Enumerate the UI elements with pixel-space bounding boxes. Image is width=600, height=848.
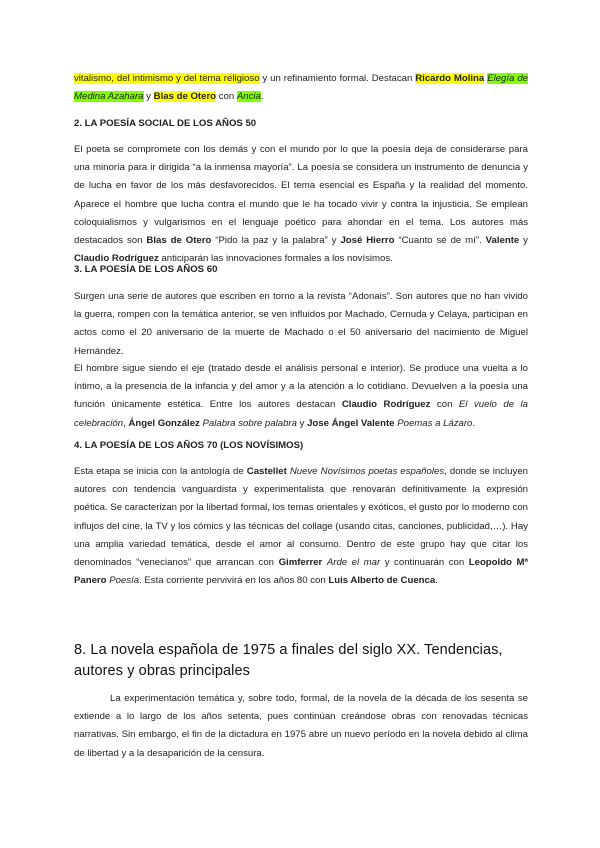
body-text: anticiparán las innovaciones formales a los novísimos. [158, 253, 393, 265]
chapter-heading-8: 8. La novela española de 1975 a finales del siglo XX. Tendencias, autores y obras principales [74, 642, 503, 679]
intro-paragraph [74, 70, 528, 106]
body-text: , [123, 417, 129, 429]
author-name: Gimferrer [278, 557, 323, 569]
body-text: , donde se incluyen autores con tendencia vanguardista y experimentalista que renovarán definitivamente la expresión poética. Se caracterizan por la libertad formal, los temas orientales y exóticos, el gusto por lo moderno con influjos del cine, la TV y los cómics y las técnicas del collage (usando citas, canciones, publicidad,…). Hay una amplia variedad temática, desde el amor al consumo. Dentro de este grupo hay que citar los denominados “venecianos” que arrancan con [74, 466, 528, 569]
body-text: con [430, 399, 459, 411]
work-title: Arde el mar [326, 557, 381, 569]
section-3-paragraph-1: Surgen una serie de autores que escriben en torno a la revista “Adonais”. Son autores que no han vivido la guerra, rompen con la temática anterior, se ven influidos por Machado, Cernuda y Celaya, participan en actos como el 20 aniversario de la muerte de Machado o el 50 aniversario del nacimiento de Miguel Hernández. [74, 291, 528, 357]
body-text: El hombre sigue siendo el eje (tratado desde el análisis personal e interior). Se produce una vuelta a lo íntimo, a la presencia de la infancia y del amor y a la atención a lo cotidiano. Devuelven a la poesía una función únicamente estética. Entre los autores destacan [74, 363, 528, 411]
author-name: Valente [485, 235, 520, 247]
author-name: Claudio Rodríguez [74, 253, 159, 265]
intro-text: con [216, 91, 237, 103]
intro-text: . [260, 91, 264, 103]
work-title: Nueve Novísimos poetas españoles [289, 466, 445, 477]
section-heading-2: 2. LA POESÍA SOCIAL DE LOS AÑOS 50 [74, 118, 257, 129]
author-name: Luis Alberto de Cuenca [328, 575, 436, 587]
section-heading-4: 4. LA POESÍA DE LOS AÑOS 70 (LOS NOVÍSIMOS) [74, 440, 304, 451]
section-3-paragraph-2 [74, 360, 528, 433]
work-title-ancia: Ancia [236, 91, 261, 103]
body-text: El poeta se compromete con los demás y con el mundo por lo que la poesía deja de considerarse para una minoría para ir dirigida “a la inmensa mayoría”. La poesía se considera un instrumento de denuncia y de lucha en favor de los más desfavorecidos. El tema esencial es España y la realidad del momento. Aparece el hombre que lucha contra el mundo que le ha tocado vivir y contra la injusticia. Se emplean coloquialismos y vulgarismos en el lenguaje poético para ahondar en el tema. Los autores más destacados son [74, 144, 528, 247]
work-title: El vuelo de la celebración [74, 399, 528, 429]
body-text: y continuarán con [380, 557, 469, 569]
intro-text: y [143, 91, 154, 103]
highlight-yellow-text: vitalismo, del intimismo y del tema religioso [74, 73, 260, 84]
intro-text: y un refinamiento formal. Destacan [259, 73, 416, 84]
section-4-paragraph [74, 463, 528, 590]
author-name: Ángel González [128, 417, 200, 429]
body-text: y [296, 417, 308, 429]
body-text: “Cuanto sé de mí”. [394, 235, 486, 247]
body-text: Esta etapa se inicia con la antología de [74, 466, 247, 477]
author-name: Claudio Rodríguez [341, 399, 431, 411]
chapter-8-paragraph: La experimentación temática y, sobre todo, formal, de la novela de la década de los sesenta se extiende a lo largo de los años setenta, pues continúan creándose obras con renovadas técnicas narrativas. Sin embargo, el fin de la dictadura en 1975 abre un nuevo período en la novela debido al clima de libertad y a la desaparición de la censura. [74, 693, 528, 759]
work-title: Poesía [109, 575, 140, 587]
section-2-paragraph [74, 141, 528, 268]
author-name: Leopoldo Mª Panero [74, 557, 528, 587]
body-text: “Pido la paz y la palabra” y [211, 235, 341, 247]
author-name: Blas de Otero [146, 235, 212, 247]
author-name: José Hierro [340, 235, 395, 247]
section-heading-3: 3. LA POESÍA DE LOS AÑOS 60 [74, 264, 218, 275]
body-text: . [435, 575, 438, 587]
work-title-elegia: Elegía de Medina Azahara [74, 73, 528, 103]
body-text: . Esta corriente pervivirá en los años 80 con [139, 575, 329, 587]
work-title: Palabra sobre palabra [202, 417, 297, 429]
body-text: . [472, 417, 476, 429]
author-name: Jose Ángel Valente [307, 417, 395, 429]
body-text: y [519, 235, 528, 247]
author-blas-de-otero: Blas de Otero [153, 91, 217, 103]
work-title: Poemas a Lázaro [397, 417, 473, 429]
author-ricardo-molina: Ricardo Molina [415, 73, 485, 84]
author-name: Castellet [246, 466, 287, 477]
